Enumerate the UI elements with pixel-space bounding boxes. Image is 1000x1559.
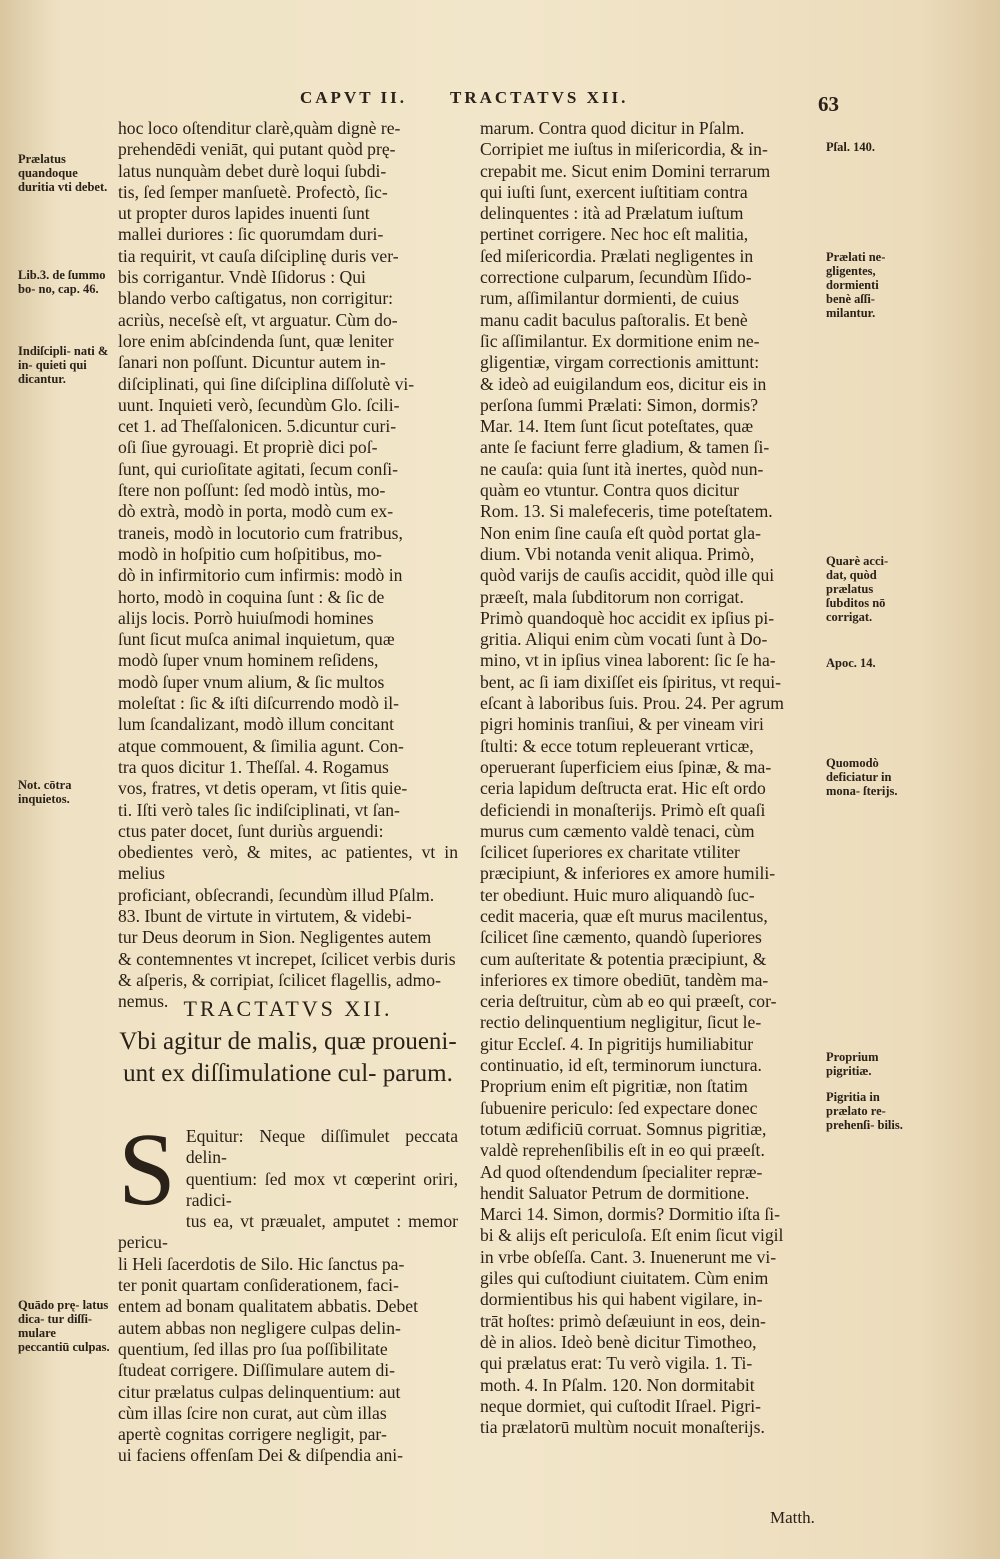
text-line: ſunt, qui curioſitate agitati, ſecum conſi- xyxy=(118,458,398,479)
text-line: Equitur: Neque diſſimulet peccata delin- xyxy=(185,1126,458,1168)
text-line: inferiores ex timore obediūt, tandèm ma- xyxy=(480,969,769,990)
text-line: modò ſuper vnum alium, & ſic multos xyxy=(118,671,385,692)
text-line: alijs locis. Porrò huiuſmodi homines xyxy=(118,607,374,628)
margin-note-right: Quomodò deficiatur in mona- ſterijs. xyxy=(826,756,898,798)
text-line: ſtere non poſſunt: ſed modò intùs, mo- xyxy=(118,480,386,501)
text-line: apertè cognitas corrigere negligit, par- xyxy=(118,1424,387,1445)
text-line: in vrbe obſeſſa. Cant. 3. Inuenerunt me vi- xyxy=(480,1246,777,1267)
text-line: dò extrà, modò in porta, modò cum ex- xyxy=(118,501,394,522)
text-line: continuatio, id eſt, terminorum iunctura. xyxy=(480,1055,762,1076)
text-line: neque dormiet, qui cuſtodit Iſrael. Pigri- xyxy=(480,1395,761,1416)
right-column xyxy=(480,118,822,1438)
text-line: eſcant à laboribus ſuis. Prou. 24. Per agrum xyxy=(480,693,784,714)
text-line: bent, ac ſi iam dixiſſet eis ſpiritus, vt requi- xyxy=(480,671,781,692)
text-line: gitur Eccleſ. 4. In pigritijs humiliabitur xyxy=(480,1033,754,1054)
left-column-top xyxy=(118,118,458,1012)
text-line: crepabit me. Sicut enim Domini terrarum xyxy=(480,160,771,181)
text-line: citur prælatus culpas delinquentium: aut xyxy=(118,1381,401,1402)
text-line: bi & alijs eſt periculoſa. Eſt enim ſicut vigil xyxy=(480,1225,784,1246)
text-line: cum auſteritate & potentia præcipiunt, & xyxy=(480,948,767,969)
text-line: præeſt, mala ſubditorum non corrigat. xyxy=(480,586,744,607)
text-line: ſed miſericordia. Prælati negligentes in xyxy=(480,245,754,266)
text-line: hendit Saluator Petrum de dormitione. xyxy=(480,1182,750,1203)
left-column-bottom xyxy=(118,1112,458,1467)
text-line: qui prælatus erat: Tu verò vigila. 1. Ti- xyxy=(480,1353,753,1374)
text-line: gritia. Aliqui enim cùm vocati ſunt à Do- xyxy=(480,629,768,650)
text-line: cedit maceria, quæ eſt murus macilentus, xyxy=(480,905,768,926)
text-line: ti. Iſti verò tales ſic indiſciplinati, vt ſan- xyxy=(118,799,400,820)
text-line: præcipiunt, & inferiores ex amore humili- xyxy=(480,863,776,884)
text-line: Non enim ſine cauſa eſt quòd portat gla- xyxy=(480,522,761,543)
text-line: Rom. 13. Si malefeceris, time poteſtatem. xyxy=(480,501,773,522)
section-heading: Vbi agitur de malis, quæ proueni- unt ex diſſimulatione cul- parum. xyxy=(119,1028,457,1087)
margin-note-right: Proprium pigritiæ. xyxy=(826,1050,879,1078)
section-title: TRACTATVS XII. xyxy=(183,996,393,1021)
margin-note-right: Apoc. 14. xyxy=(826,656,876,670)
text-line: ctus pater docet, ſunt duriùs arguendi: xyxy=(118,820,384,841)
text-line: ceria deſtruitur, cùm ab eo qui præeſt, cor- xyxy=(480,991,777,1012)
text-line: ſtudeat corrigere. Diſſimulare autem di- xyxy=(118,1360,395,1381)
text-line: qui iuſti ſunt, exercent iuſtitiam contra xyxy=(480,181,748,202)
text-line: oſi ſiue gyrouagi. Et propriè dici poſ- xyxy=(118,437,378,458)
text-line: dium. Vbi notanda venit aliqua. Primò, xyxy=(480,543,755,564)
drop-cap: S xyxy=(118,1112,176,1227)
catchword: Matth. xyxy=(770,1508,815,1527)
text-line: modò in hoſpitio cum hoſpitibus, mo- xyxy=(118,543,382,564)
margin-note-left: Quādo prę- latus dica- tur diſſi- mulare peccantiū culpas. xyxy=(18,1298,110,1354)
margin-note-right: Quarè acci- dat, quòd prælatus ſubditos nō corrigat. xyxy=(826,554,889,624)
text-line: diſciplinati, qui ſine diſciplina diſſolutè vi- xyxy=(118,373,415,394)
text-line: ut propter duros lapides inuenti ſunt xyxy=(118,203,370,224)
text-line: ſunt ſicut muſca animal inquietum, quæ xyxy=(118,629,395,650)
margin-note-left: Prælatus quandoque duritia vti debet. xyxy=(18,152,108,194)
text-line: ter obediunt. Huic muro aliquandò ſuc- xyxy=(480,884,755,905)
text-line: latus nunquàm debet durè loqui ſubdi- xyxy=(118,160,387,181)
text-line: ſtulti: & ecce totum repleuerant vrticæ, xyxy=(480,735,754,756)
text-line: ui faciens offenſam Dei & diſpendia ani- xyxy=(118,1445,403,1466)
text-line: ſanari non poſſunt. Dicuntur autem in- xyxy=(118,352,386,373)
text-line: horto, modò in coquina ſunt : & ſic de xyxy=(118,586,385,607)
text-line: rum, aſſimilantur dormienti, de cuius xyxy=(480,288,739,309)
text-line: giles qui cuſtodiunt ciuitatem. Cùm enim xyxy=(480,1268,769,1289)
text-line: pigri hominis tranſiui, & per vineam viri xyxy=(480,714,764,735)
header-chapter: CAPVT II. xyxy=(300,88,407,107)
text-line: quàm eo vtuntur. Contra quos dicitur xyxy=(480,480,739,501)
text-line: manu cadit baculus paſtoralis. Et benè xyxy=(480,309,748,330)
text-line: tia requirit, vt cauſa diſciplinę duris ver- xyxy=(118,245,399,266)
text-line: correctione culparum, ſecundùm Iſido- xyxy=(480,267,752,288)
text-line: tur Deus deorum in Sion. Negligentes autem xyxy=(118,927,432,948)
margin-note-right: Pigritia in prælato re- prehenſi- bilis. xyxy=(826,1090,903,1132)
text-line: entem ad bonam qualitatem abbatis. Debet xyxy=(118,1296,418,1317)
text-line: dormientibus his qui habent vigilare, in- xyxy=(480,1289,763,1310)
text-line: Primò quandoquè hoc accidit ex ipſius pi- xyxy=(480,607,775,628)
text-line: quentium: ſed mox vt cœperint oriri, radici- xyxy=(185,1168,458,1210)
margin-note-right: Pſal. 140. xyxy=(826,140,875,154)
text-line: & aſperis, & corripiat, ſcilicet flagellis, admo- xyxy=(118,969,441,990)
text-line: Corripiet me iuſtus in miſericordia, & in- xyxy=(480,139,768,160)
text-line: lore enim abſcindenda ſunt, quæ leniter xyxy=(118,330,394,351)
text-line: ceria lapidum deſtructa erat. Hic eſt ordo xyxy=(480,778,766,799)
text-line: ſcilicet ſuperiores ex charitate vtiliter xyxy=(480,842,740,863)
text-line: ſubuenire periculo: ſed expectare donec xyxy=(480,1097,758,1118)
text-line: mino, vt in ipſius vinea laborent: ſic ſe ha- xyxy=(480,650,776,671)
text-line: deficiendi in monaſterijs. Primò eſt quaſi xyxy=(480,799,766,820)
text-line: moleſtat : ſic & iſti diſcurrendo modò il- xyxy=(118,693,399,714)
text-line: operuerant ſuperficiem eius ſpinæ, & ma- xyxy=(480,756,772,777)
text-line: ſcilicet ſine cæmento, quandò ſuperiores xyxy=(480,927,762,948)
text-line: autem abbas non negligere culpas delin- xyxy=(118,1317,401,1338)
text-line: ſic aſſimilantur. Ex dormitione enim ne- xyxy=(480,330,760,351)
text-line: ante ſe faciunt ferre gladium, & tamen ſi- xyxy=(480,437,770,458)
margin-note-left: Not. cōtra inquietos. xyxy=(18,778,72,806)
text-line: murus cum cæmento valdè tenaci, cùm xyxy=(480,820,755,841)
text-line: moth. 4. In Pſalm. 120. Non dormitabit xyxy=(480,1374,755,1395)
text-line: hoc loco oſtenditur clarè,quàm dignè re- xyxy=(118,118,401,138)
text-line: Mar. 14. Item ſunt ſicut poteſtates, quæ xyxy=(480,416,754,437)
text-line: Ad quod oſtendendum ſpecialiter repræ- xyxy=(480,1161,763,1182)
text-line: tra quos dicitur 1. Theſſal. 4. Rogamus xyxy=(118,756,389,777)
page-number: 63 xyxy=(818,92,839,116)
text-line: quentium, ſed illas pro ſua poſſibilitate xyxy=(118,1338,388,1359)
header-tractate: TRACTATVS XII. xyxy=(450,88,629,107)
margin-note-right: Prælati ne- gligentes, dormienti benè aſſi- milantur. xyxy=(826,250,886,320)
text-line: delinquentes : ità ad Prælatum iuſtum xyxy=(480,203,744,224)
text-line: dè in alios. Ideò benè dicitur Timotheo, xyxy=(480,1331,757,1352)
text-line: marum. Contra quod dicitur in Pſalm. xyxy=(480,118,745,138)
text-line: modò ſuper vnum hominem reſidens, xyxy=(118,650,379,671)
text-line: quòd varijs de cauſis accidit, quòd ille qui xyxy=(480,565,775,586)
text-line: ne cauſa: quia ſunt ità inertes, quòd nun- xyxy=(480,458,764,479)
text-line: cet 1. ad Theſſalonicen. 5.dicuntur curi- xyxy=(118,416,397,437)
text-line: totum ædificiū corruat. Somnus pigritiæ, xyxy=(480,1118,767,1139)
text-line: trāt hoſtes: primò deſæuiunt in eos, dein- xyxy=(480,1310,766,1331)
text-line: Proprium enim eſt pigritiæ, non ſtatim xyxy=(480,1076,748,1097)
text-line: rectio delinquentium negligitur, ſicut le- xyxy=(480,1012,762,1033)
text-line: dò in infirmitorio cum infirmis: modò in xyxy=(118,565,403,586)
text-line: cùm illas ſcire non curat, aut cùm illas xyxy=(118,1402,387,1423)
text-line: acriùs, neceſsè eſt, vt arguatur. Cùm do- xyxy=(118,309,398,330)
text-line: & contemnentes vt increpet, ſcilicet verbis duris xyxy=(118,948,456,969)
text-line: traneis, modò in locutorio cum fratribus, xyxy=(118,522,403,543)
text-line: ter ponit quartam conſiderationem, faci- xyxy=(118,1275,399,1296)
text-line: Marci 14. Simon, dormis? Dormitio iſta ſi- xyxy=(480,1204,781,1225)
text-line: obedientes verò, & mites, ac patientes, vt in melius xyxy=(118,842,458,884)
text-line: tis, ſed ſemper manſuetè. Profectò, ſic- xyxy=(118,181,388,202)
text-line: prehendēdi veniāt, qui putant quòd prę- xyxy=(118,139,396,160)
running-header xyxy=(300,88,860,108)
text-line: nemus. xyxy=(118,991,169,1012)
text-line: uunt. Inquieti verò, ſecundùm Glo. ſcili- xyxy=(118,394,400,415)
text-line: tus ea, vt præualet, amputet : memor pericu- xyxy=(118,1211,458,1253)
text-line: 83. Ibunt de virtute in virtutem, & videbi- xyxy=(118,905,412,926)
text-line: mallei duriores : ſic quorumdam duri- xyxy=(118,224,384,245)
text-line: bis corrigantur. Vndè Iſidorus : Qui xyxy=(118,267,366,288)
text-line: vos, fratres, vt detis operam, vt ſitis quie- xyxy=(118,778,408,799)
text-line: proficiant, obſecrandi, ſecundùm illud Pſalm. xyxy=(118,884,435,905)
margin-note-left: Indiſcipli- nati & in- quieti qui dicantur. xyxy=(18,344,109,386)
text-line: pertinet corrigere. Nec hoc eſt malitia, xyxy=(480,224,749,245)
text-line: lum ſcandalizant, modò illum concitant xyxy=(118,714,395,735)
text-line: atque commouent, & ſimilia agunt. Con- xyxy=(118,735,404,756)
text-line: perſona ſummi Prælati: Simon, dormis? xyxy=(480,394,759,415)
text-line: & ideò ad euigilandum eos, dicitur eis in xyxy=(480,373,767,394)
text-line: gligentiæ, virgam correctionis amittunt: xyxy=(480,352,760,373)
margin-note-left: Lib.3. de ſummo bo- no, cap. 46. xyxy=(18,268,106,296)
text-line: tia prælatorū multùm nocuit monaſterijs. xyxy=(480,1417,765,1438)
text-line: blando verbo caſtigatus, non corrigitur: xyxy=(118,288,394,309)
text-line: li Heli ſacerdotis de Silo. Hic ſanctus pa- xyxy=(118,1253,405,1274)
text-line: valdè reprehenſibilis eſt in eo qui præeſt. xyxy=(480,1140,765,1161)
